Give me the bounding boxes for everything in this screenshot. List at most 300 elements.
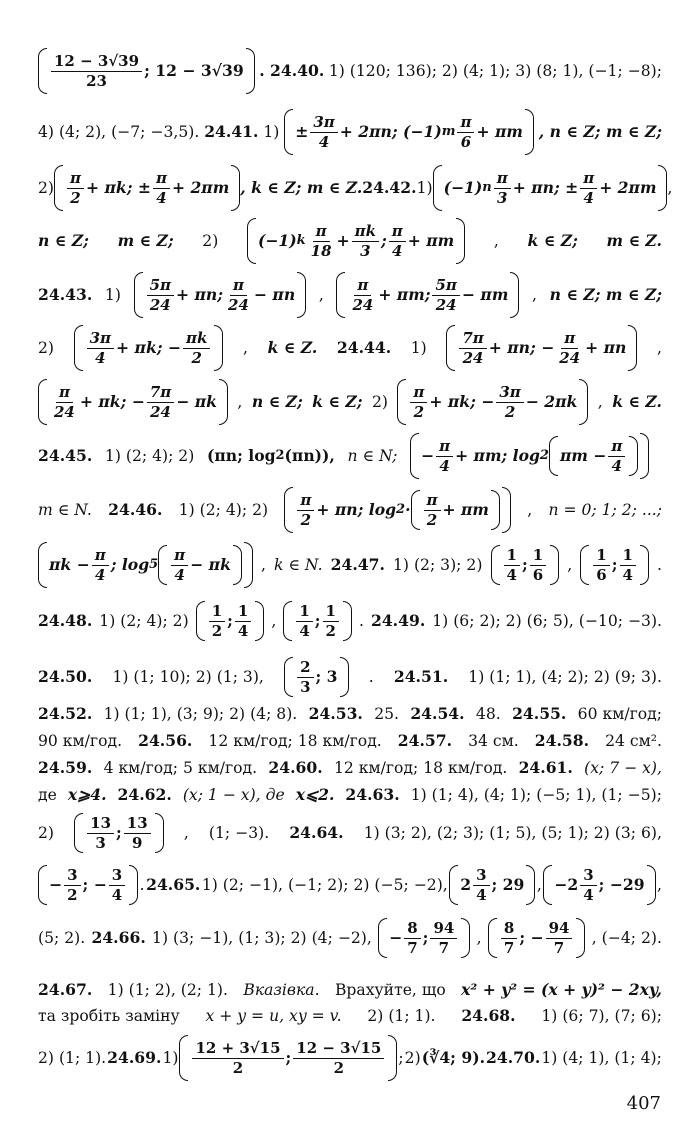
frac-num: π (608, 438, 625, 457)
exponent: m (441, 124, 456, 139)
punct: , (242, 339, 248, 357)
frac-num: 94 (546, 920, 573, 939)
frac-den: 2 (191, 348, 202, 367)
frac-num: 3 (109, 867, 125, 886)
expr-part: (−1) (443, 178, 483, 197)
frac-den: 4 (506, 565, 517, 584)
answer-text: n = 0; 1; 2; ...; (548, 501, 662, 519)
answer-text: n ∈ Z; (38, 231, 89, 250)
answer-number-24-49: 24.49. (370, 611, 426, 630)
answer-number-24-64: 24.64. (289, 823, 344, 842)
frac-den: 3 (360, 241, 371, 260)
answer-text: 1) (3; 2), (2; 3); (1; 5), (5; 1); 2) (3; 6), (363, 824, 662, 842)
expr-part: − πk (176, 392, 217, 411)
answer-text: 12 км/год; 18 км/год. (333, 759, 508, 777)
expr-part: − πm (461, 285, 509, 304)
expr-part: (πn; log (206, 446, 276, 465)
item-label: 1) (410, 339, 427, 357)
answer-text: 1) (2; −1), (−1; 2); 2) (−5; −2), (201, 876, 448, 894)
frac-den: 2 (67, 885, 78, 904)
answer-number-24-56: 24.56. (138, 731, 193, 750)
frac-den: 7 (503, 938, 515, 957)
frac-num: π (313, 223, 330, 242)
answer-text: , k ∈ Z; m ∈ Z. (240, 178, 363, 197)
answer-text: x⩽2. (295, 785, 335, 804)
frac-num: 3π (496, 384, 523, 403)
answer-number-24-58: 24.58. (534, 731, 590, 750)
answer-line-7 (38, 374, 662, 430)
answer-text: 1) (1; 1), (3; 9); 2) (4; 8). (103, 705, 298, 723)
log-base: 2 (539, 448, 549, 463)
expr-part: + πm (476, 122, 523, 141)
answer-line-6 (38, 320, 662, 376)
expr-part: − (421, 446, 435, 465)
answer-text: (x; 7 − x), (584, 759, 662, 777)
item-label: 2) (38, 339, 55, 357)
frac-den: 4 (622, 565, 633, 584)
frac-den: 2 (333, 1058, 345, 1077)
frac-den: 4 (95, 348, 106, 367)
frac-num: 8 (404, 920, 420, 939)
answer-text: 90 км/год. (38, 732, 123, 750)
frac-num: 1 (530, 547, 546, 566)
frac-num: 1 (620, 547, 636, 566)
frac-den: 4 (156, 188, 167, 207)
punct: , (657, 876, 662, 894)
punct: , (476, 929, 482, 947)
answer-text: (x; 1 − x), де (182, 786, 285, 804)
answer-number-24-42: 24.42. (362, 178, 417, 197)
frac-den: 4 (174, 565, 185, 584)
expr-part: + πm; (378, 285, 431, 304)
frac-num: 12 − 3√15 (293, 1040, 384, 1059)
expr-part: ; (314, 611, 321, 630)
answer-line-5 (38, 267, 662, 323)
frac-den: 24 (462, 348, 484, 367)
frac-num: 3 (64, 867, 80, 886)
item-label: 1) (104, 286, 121, 304)
answer-number-24-48: 24.48. (38, 611, 93, 630)
expr (54, 165, 240, 211)
frac-num: 2 (297, 659, 313, 678)
answer-text: Врахуйте, що (334, 981, 446, 999)
log-base: 2 (396, 502, 406, 517)
expr (580, 545, 649, 585)
frac-den: 2 (504, 402, 516, 421)
answer-text: 1) (120; 136); 2) (4; 1); 3) (8; 1), (−1; −8); (328, 62, 662, 80)
punct: . (368, 668, 374, 686)
punct: , (260, 556, 266, 574)
expr-part: (πn)), (284, 446, 335, 465)
expr-part: + πn; (176, 285, 224, 304)
answer-text: 2) (1; 1). (367, 1007, 436, 1025)
frac-den: 4 (318, 132, 330, 151)
answer-line-4 (38, 213, 662, 269)
expr (543, 865, 655, 905)
formula: x + y = u, xy = v. (205, 1007, 342, 1025)
answer-line-9 (38, 482, 662, 538)
frac-num: 3π (310, 114, 337, 133)
frac-den: 6 (460, 132, 472, 151)
frac-den: 24 (435, 295, 457, 314)
expr (196, 601, 265, 641)
expr-part: ± (295, 122, 309, 141)
expr (179, 1035, 397, 1081)
log-base: 5 (149, 557, 159, 572)
expr (433, 165, 668, 211)
frac-den: 3 (496, 188, 508, 207)
answer-line-13 (38, 702, 662, 726)
punct: . (657, 556, 662, 574)
expr (38, 379, 228, 425)
expr-part: + πn; log (316, 500, 397, 519)
answer-number-24-47: 24.47. (330, 555, 385, 574)
frac-num: 94 (430, 920, 457, 939)
frac-den: 4 (476, 885, 487, 904)
answer-line-16 (38, 783, 662, 807)
expr-part: ; (285, 1048, 292, 1067)
answer-number-24-59: 24.59. (38, 758, 93, 777)
frac-den: 2 (70, 188, 81, 207)
expr-part: − πk (190, 555, 231, 574)
expr-part: − (49, 875, 63, 894)
expr-part: + πn; ± (512, 178, 579, 197)
item-label: 2) (202, 232, 219, 250)
frac-num: 1 (235, 603, 251, 622)
expr (378, 918, 470, 958)
expr (283, 601, 352, 641)
frac-num: πk (352, 223, 379, 242)
answer-number-24-60: 24.60. (268, 758, 323, 777)
answer-text: k ∈ Z; (527, 231, 578, 250)
expr (491, 545, 560, 585)
punct: , (318, 286, 324, 304)
answer-line-2 (38, 104, 662, 160)
frac-num: π (153, 170, 170, 189)
answer-number-24-69: 24.69. (107, 1048, 162, 1067)
expr-part: + 2πn; (−1) (339, 122, 442, 141)
punct: , (183, 824, 189, 842)
answer-line-17 (38, 805, 662, 861)
expr (134, 272, 307, 318)
answer-text: 60 км/год; (577, 705, 662, 723)
frac-den: 7 (407, 938, 418, 957)
expr-part: − πn (253, 285, 296, 304)
expr-part: ; 3 (315, 667, 338, 686)
answer-text: 1) (6; 7), (7; 6); (541, 1007, 662, 1025)
expr-part: − 2πk (525, 392, 578, 411)
frac-den: 24 (149, 295, 171, 314)
answer-text: 1) (2; 4); 2) (178, 501, 269, 519)
item-label: 1) (416, 179, 433, 197)
frac-num: π (436, 438, 453, 457)
item-label: 2) (404, 1049, 421, 1067)
answer-number-24-51: 24.51. (393, 667, 449, 686)
frac-den: 24 (150, 402, 171, 421)
punct: ; (398, 1049, 404, 1067)
answer-text: m ∈ N. (38, 501, 92, 519)
frac-num: 12 + 3√15 (192, 1040, 283, 1059)
answer-line-3 (38, 160, 673, 216)
answer-number-24-50: 24.50. (38, 667, 93, 686)
frac-den: 2 (325, 621, 336, 640)
answer-text: n ∈ Z; (251, 392, 303, 411)
frac-num: 3 (580, 867, 596, 886)
answer-text: m ∈ Z; (117, 231, 174, 250)
answer-text: 4) (4; 2), (−7; −3,5). (38, 123, 200, 141)
expr-part: ; (227, 611, 233, 630)
frac-den: 24 (54, 402, 75, 421)
answer-text: (5; 2). (38, 929, 86, 947)
answer-number-24-70: 24.70. (486, 1048, 541, 1067)
expr-part: · (405, 500, 411, 519)
frac-num: 1 (296, 603, 312, 622)
frac-num: π (297, 492, 314, 511)
answer-number-24-44: 24.44. (336, 338, 392, 357)
frac-den: 2 (300, 510, 312, 529)
expr (284, 657, 348, 697)
expr-part: ; 29 (491, 875, 525, 894)
answer-text: 24 см². (605, 732, 662, 750)
frac-num: 3π (87, 330, 114, 349)
frac-num: 1 (504, 547, 520, 566)
expr-part: ; log (110, 555, 150, 574)
frac-num: 1 (209, 603, 225, 622)
frac-num: π (389, 223, 406, 242)
answer-number-24-61: 24.61. (518, 758, 573, 777)
answer-text: m ∈ Z. (606, 231, 662, 250)
answer-number-24-62: 24.62. (117, 785, 172, 804)
punct: , (271, 612, 277, 630)
expr (38, 542, 253, 588)
frac-num: π (230, 277, 247, 296)
answer-line-1 (38, 43, 662, 99)
page-number: 407 (626, 1093, 661, 1114)
punct: , (567, 556, 573, 574)
expr-part: + πk; − (79, 392, 145, 411)
frac-den: 4 (299, 621, 310, 640)
item-label: 2) (371, 393, 388, 411)
answer-number-24-63: 24.63. (345, 785, 400, 804)
frac-den: 2 (211, 621, 223, 640)
expr-part: + πn (585, 338, 627, 357)
expr-part: + πk; − (116, 338, 181, 357)
expr (397, 379, 588, 425)
answer-line-11 (38, 593, 662, 649)
frac-num: π (171, 547, 188, 566)
answer-text: та зробіть заміну (38, 1007, 180, 1025)
expr-part: ; − (82, 875, 107, 894)
expr (449, 865, 535, 905)
frac-num: π (354, 277, 371, 296)
expr-part: + πm (407, 231, 455, 250)
expr-part: + (336, 231, 350, 250)
frac-den: 4 (237, 621, 249, 640)
answer-text: 1) (1; 4), (4; 1); (−5; 1), (1; −5); (410, 786, 662, 804)
frac-num: π (410, 384, 427, 403)
expr-part: ; (422, 928, 429, 947)
answer-text: де (38, 786, 57, 804)
frac-num: 8 (501, 920, 517, 939)
expr-part: ; (381, 231, 387, 250)
frac-num: π (56, 384, 73, 403)
answer-text: 12 км/год; 18 км/год. (208, 732, 382, 750)
expr (38, 865, 138, 905)
punct: , (237, 393, 243, 411)
expr (284, 487, 511, 533)
expr (207, 445, 335, 467)
frac-den: 9 (132, 833, 143, 852)
frac-den: 2 (426, 510, 438, 529)
expr-part: ; −29 (598, 875, 645, 894)
frac-den: 2 (413, 402, 425, 421)
answer-line-10 (38, 537, 662, 593)
expr (446, 325, 637, 371)
answer-text: n ∈ N; (347, 447, 398, 465)
answer-text: 1) (2; 3); 2) (393, 556, 483, 574)
frac-num: 12 − 3√39 (51, 53, 142, 72)
frac-num: πk (183, 330, 210, 349)
answer-text: x⩾4. (67, 785, 107, 804)
punct: . (139, 876, 145, 894)
frac-num: 1 (323, 603, 339, 622)
expr-part: πm − (559, 446, 607, 465)
frac-den: 2 (232, 1058, 244, 1077)
answer-text: k ∈ Z. (612, 392, 662, 411)
expr-part: + πm; log (455, 446, 540, 465)
frac-num: 7π (459, 330, 486, 349)
frac-den: 18 (310, 241, 332, 260)
punct: , (656, 339, 662, 357)
frac-den: 4 (611, 456, 623, 475)
answer-text: 1) (1; 2), (2; 1). (107, 981, 228, 999)
expr-part: + 2πm (599, 178, 657, 197)
punct: , (667, 179, 673, 197)
expr-part: πk − (49, 555, 90, 574)
frac-num: π (457, 114, 474, 133)
answer-text: n ∈ Z; m ∈ Z; (549, 285, 662, 304)
frac-num: 5π (432, 277, 459, 296)
expr-part: ; (611, 555, 618, 574)
frac-num: 13 (87, 815, 114, 834)
item-label: 2) (38, 179, 55, 197)
exponent: k (296, 233, 306, 248)
answer-text: , n ∈ Z; m ∈ Z; (538, 122, 662, 141)
punct: , (527, 501, 533, 519)
answer-text: k ∈ Z; (312, 392, 363, 411)
answer-text: 48. (475, 705, 501, 723)
answer-line-20 (38, 978, 662, 1002)
expr-part: + πk; ± (86, 178, 151, 197)
answer-text: k ∈ N. (274, 556, 323, 574)
answer-text: (∛4; 9). (421, 1048, 486, 1067)
expr-part: + πn; − (488, 338, 555, 357)
answer-line-21 (38, 1004, 662, 1028)
answer-number-24-55: 24.55. (512, 704, 567, 723)
formula: x² + y² = (x + y)² − 2xy, (461, 980, 662, 999)
answer-text: 1) (6; 2); 2) (6; 5), (−10; −3). (432, 612, 662, 630)
answer-text: 1) (1; 1), (4; 2); 2) (9; 3). (468, 668, 662, 686)
answer-text: k ∈ Z. (267, 338, 318, 357)
hint-label: Вказівка. (243, 981, 320, 999)
frac-den: 7 (438, 938, 450, 957)
item-label: 1) (162, 1049, 179, 1067)
answer-line-22 (38, 1030, 662, 1086)
frac-den: 3 (300, 677, 311, 696)
punct: , (531, 286, 537, 304)
punct: , (597, 393, 603, 411)
answer-text: 25. (374, 705, 399, 723)
answer-text: 1) (1; 10); 2) (1; 3), (112, 668, 264, 686)
answer-text: , (−4; 2). (591, 929, 662, 947)
answer-number-24-68: 24.68. (461, 1006, 516, 1025)
expr-part: (−1) (257, 231, 297, 250)
expr-part: − (389, 928, 403, 947)
answer-text: 2) (1; 1). (38, 1049, 107, 1067)
frac-den: 4 (94, 565, 106, 584)
answer-number-24-40: . 24.40. (259, 61, 325, 80)
frac-num: π (92, 547, 109, 566)
frac-num: π (580, 170, 597, 189)
expr (488, 918, 586, 958)
answer-number-24-54: 24.54. (410, 704, 465, 723)
item-label: 1) (263, 123, 280, 141)
answer-text: 1) (2; 4); 2) (104, 447, 195, 465)
frac-num: π (561, 330, 578, 349)
answer-line-18 (38, 857, 662, 913)
expr (336, 272, 519, 318)
expr-part: −2 (554, 875, 579, 894)
expr (74, 813, 164, 853)
frac-den: 4 (111, 885, 123, 904)
expr-part: 2 (460, 875, 472, 894)
exponent: n (482, 180, 492, 195)
answer-line-14 (38, 729, 662, 753)
answer-line-19 (38, 910, 662, 966)
expr-part: + 2πm (171, 178, 230, 197)
answer-text: 1) (2; 4); 2) (99, 612, 189, 630)
expr-part: ; 12 − 3√39 (144, 61, 244, 80)
answer-text: 1) (4; 1), (1; 4); (541, 1049, 662, 1067)
frac-den: 23 (86, 71, 107, 90)
expr-part: + πm (442, 500, 489, 519)
punct: . (359, 612, 364, 630)
expr (247, 218, 465, 264)
frac-den: 6 (532, 565, 544, 584)
frac-num: 3 (473, 867, 489, 886)
answer-number-24-46: 24.46. (108, 500, 163, 519)
frac-den: 3 (95, 833, 106, 852)
expr (74, 325, 224, 371)
frac-den: 4 (583, 885, 594, 904)
answer-text: 34 см. (468, 732, 519, 750)
frac-den: 6 (596, 565, 607, 584)
answer-number-24-65: 24.65. (146, 875, 201, 894)
answer-number-24-66: 24.66. (91, 928, 146, 947)
punct: , (493, 232, 499, 250)
frac-num: 13 (124, 815, 151, 834)
frac-num: 1 (593, 547, 609, 566)
expr-part: ; − (519, 928, 544, 947)
frac-den: 4 (392, 241, 403, 260)
frac-den: 24 (228, 295, 249, 314)
expr-24-41 (284, 109, 534, 155)
answer-line-12 (38, 649, 662, 705)
answer-number-24-45: 24.45. (38, 446, 93, 465)
log-base: 2 (275, 448, 285, 463)
frac-den: 4 (583, 188, 594, 207)
item-label: 2) (38, 824, 55, 842)
